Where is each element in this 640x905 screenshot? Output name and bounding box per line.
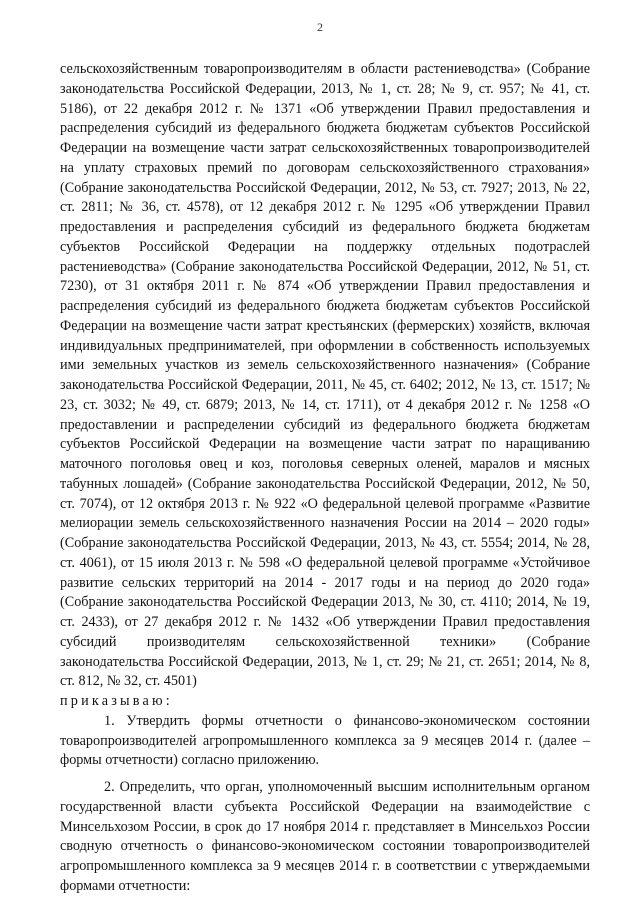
clause-2-paragraph: 2. Определить, что орган, уполномоченный высшим исполнительным органом государственной власти субъекта Российской Федерации на взаимодействие с Минсельхозом России, в срок до 17 ноября 2014 г. представляет в Минсельхоз России сводную отчетность о финансово-экономическом состоянии товаропроизводителей агропромышленного комплекса за 9 месяцев 2014 г. в соответствии с утверждаемыми формами отчетности:: [60, 779, 590, 894]
document-body: [60, 60, 590, 897]
legal-references-paragraph: сельскохозяйственным товаропроизводителям в области растениеводства» (Собрание законодательства Российской Федерации, 2013, № 1, ст. 28; № 9, ст. 957; № 41, ст. 5186), от 22 декабря 2012 г. № 1371 «Об утверждении Правил предоставления и распределения субсидий из федерального бюджета бюджетам субъектов Российской Федерации на возмещение части затрат сельскохозяйственных товаропроизводителей на уплату страховых премий по договорам сельскохозяйственного страхования» (Собрание законодательства Российской Федерации, 2012, № 53, ст. 7927; 2013, № 22, ст. 2811; № 36, ст. 4578), от 12 декабря 2012 г. № 1295 «Об утверждении Правил предоставления и распределения субсидий из федерального бюджета бюджетам субъектов Российской Федерации на поддержку отдельных подотраслей растениеводства» (Собрание законодательства Российской Федерации, 2012, № 51, ст. 7230), от 31 октября 2011 г. № 874 «Об утверждении Правил предоставления и распределения субсидий из федерального бюджета бюджетам субъектов Российской Федерации на возмещение части затрат крестьянских (фермерских) хозяйств, включая индивидуальных предпринимателей, при оформлении в собственность используемых ими земельных участков из земель сельскохозяйственного назначения» (Собрание законодательства Российской Федерации, 2011, № 45, ст. 6402; 2012, № 13, ст. 1517; № 23, ст. 3032; № 49, ст. 6879; 2013, № 14, ст. 1711), от 4 декабря 2012 г. № 1258 «О предоставлении и распределении субсидий из федерального бюджета бюджетам субъектов Российской Федерации на возмещение части затрат по наращиванию маточного поголовья овец и коз, поголовья северных оленей, маралов и мясных табунных лошадей» (Собрание законодательства Российской Федерации, 2012, № 50, ст. 7074), от 12 октября 2013 г. № 922 «О федеральной целевой программе «Развитие мелиорации земель сельскохозяйственного назначения России на 2014 – 2020 годы» (Собрание законодательства Российской Федерации, 2013, № 43, ст. 5554; 2014, № 28, ст. 4061), от 15 июля 2013 г. № 598 «О федеральной целевой программе «Устойчивое развитие сельских территорий на 2014 - 2017 годы и на период до 2020 года» (Собрание законодательства Российской Федерации 2013, № 30, ст. 4110; 2014, № 19, ст. 2433), от 27 декабря 2012 г. № 1432 «Об утверждении Правил предоставления субсидий производителям сельскохозяйственной техники» (Собрание законодательства Российской Федерации, 2013, № 1, ст. 29; № 21, ст. 2651; 2014, № 8, ст. 812, № 32, ст. 4501): [60, 61, 590, 690]
clause-1-paragraph: 1. Утвердить формы отчетности о финансово-экономическом состоянии товаропроизводителей агропромышленного комплекса за 9 месяцев 2014 г. (далее – формы отчетности) согласно приложению.: [60, 712, 590, 769]
page-number: 2: [317, 20, 323, 34]
order-word: приказываю:: [60, 693, 173, 709]
